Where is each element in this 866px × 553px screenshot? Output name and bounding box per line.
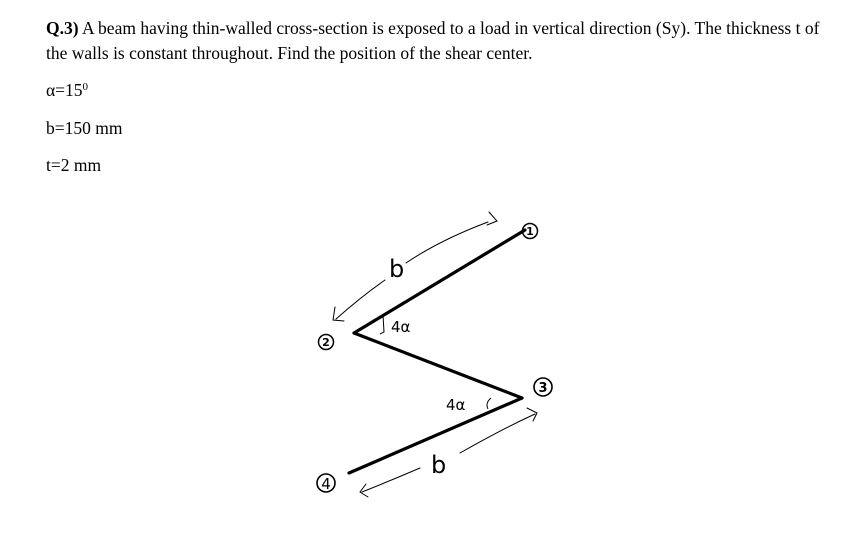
node-4-marker [317,474,335,493]
node-1-label: 1 [526,225,534,238]
wall-2-3 [354,333,522,398]
dimension-b-bottom [360,408,537,497]
node-2-label: 2 [322,336,330,349]
param-t: t=2 mm [46,155,102,175]
angle-mark-bottom [487,398,491,409]
node-3-marker [534,378,552,396]
node-2-marker [319,335,334,350]
question-number: Q.3) [46,18,79,38]
node-4-label: 4 [321,475,331,493]
param-alpha-degree: 0 [82,81,89,93]
angle-label-bottom: 4α [446,396,466,414]
angle-label-top: 4α [391,318,411,336]
param-alpha-label: α=15 [46,80,83,100]
label-b-top: b [389,255,405,283]
dimension-b-top [333,212,497,321]
param-b: b=150 mm [46,118,123,138]
label-b-bottom: b [431,451,447,479]
question-body: A beam having thin-walled cross-section is exposed to a load in vertical direction (Sy). The thickness t of the walls is constant throughout. Find the position of the shear center. [46,18,820,63]
node-3-label: 3 [538,381,548,396]
